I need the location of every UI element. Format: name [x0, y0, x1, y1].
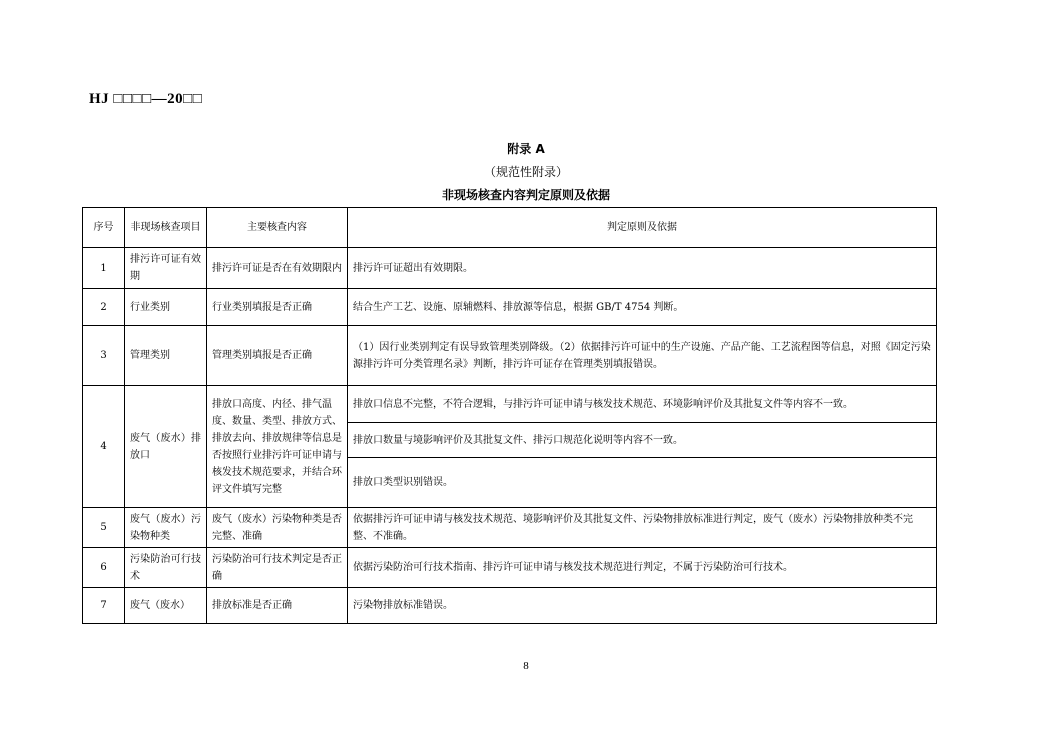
row-content: 污染防治可行技术判定是否正确	[207, 548, 348, 588]
table-row	[83, 326, 937, 386]
row-content: 排放口高度、内径、排气温度、数量、类型、排放方式、排放去向、排放规律等信息是否按照行业排污许可证申请与核发技术规范要求，并结合环评文件填写完整	[207, 386, 348, 508]
col-header-no: 序号	[83, 208, 125, 248]
row-item: 管理类别	[125, 326, 207, 386]
row-number: 3	[83, 326, 125, 386]
row-criteria: 依据污染防治可行技术指南、排污许可证申请与核发技术规范进行判定，不属于污染防治可行技术。	[348, 548, 937, 588]
row-criteria: 排放口数量与境影响评价及其批复文件、排污口规范化说明等内容不一致。	[348, 423, 937, 458]
col-header-item: 非现场核查项目	[125, 208, 207, 248]
table-row	[83, 248, 937, 289]
row-criteria: （1）因行业类别判定有误导致管理类别降级。（2）依据排污许可证中的生产设施、产品产能、工艺流程图等信息，对照《固定污染源排污许可分类管理名录》判断，排污许可证存在管理类别填报错误。	[348, 326, 937, 386]
row-criteria: 结合生产工艺、设施、原辅燃料、排放源等信息，根据 GB/T 4754 判断。	[348, 289, 937, 326]
row-content: 排污许可证是否在有效期限内	[207, 248, 348, 289]
table-row	[83, 386, 937, 423]
table-header-row	[83, 208, 937, 248]
table-row	[83, 548, 937, 588]
criteria-table	[82, 207, 937, 624]
row-number: 6	[83, 548, 125, 588]
row-content: 管理类别填报是否正确	[207, 326, 348, 386]
row-item: 污染防治可行技术	[125, 548, 207, 588]
appendix-title: 非现场核查内容判定原则及依据	[441, 188, 610, 202]
row-number: 5	[83, 508, 125, 548]
row-criteria: 排放口类型识别错误。	[348, 458, 937, 508]
row-item: 废气（废水）	[125, 588, 207, 624]
row-item: 排污许可证有效期	[125, 248, 207, 289]
page-number: 8	[523, 660, 529, 672]
table-row	[83, 588, 937, 624]
row-number: 2	[83, 289, 125, 326]
row-content: 行业类别填报是否正确	[207, 289, 348, 326]
row-item: 废气（废水）污染物种类	[125, 508, 207, 548]
table-row	[83, 289, 937, 326]
row-criteria: 依据排污许可证申请与核发技术规范、境影响评价及其批复文件、污染物排放标准进行判定，废气（废水）污染物排放种类不完整、不准确。	[348, 508, 937, 548]
appendix-kind: （规范性附录）	[483, 165, 568, 179]
row-item: 废气（废水）排放口	[125, 386, 207, 508]
row-item: 行业类别	[125, 289, 207, 326]
row-criteria: 污染物排放标准错误。	[348, 588, 937, 624]
row-number: 4	[83, 386, 125, 508]
table-row	[83, 508, 937, 548]
col-header-criteria: 判定原则及依据	[348, 208, 937, 248]
row-criteria: 排污许可证超出有效期限。	[348, 248, 937, 289]
col-header-content: 主要核查内容	[207, 208, 348, 248]
row-number: 1	[83, 248, 125, 289]
row-content: 废气（废水）污染物种类是否完整、准确	[207, 508, 348, 548]
row-number: 7	[83, 588, 125, 624]
row-content: 排放标准是否正确	[207, 588, 348, 624]
standard-number: HJ □□□□—20□□	[89, 91, 203, 107]
appendix-label: 附录 A	[507, 142, 545, 156]
row-criteria: 排放口信息不完整，不符合逻辑，与排污许可证申请与核发技术规范、环境影响评价及其批复文件等内容不一致。	[348, 386, 937, 423]
